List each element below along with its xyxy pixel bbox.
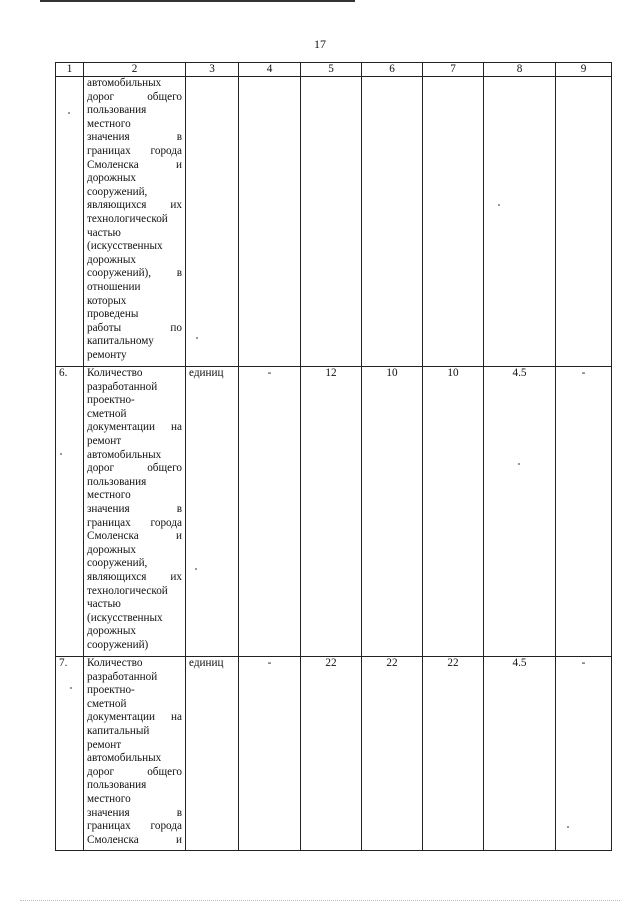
- header-cell: 5: [301, 63, 362, 77]
- description-line: являющихся их: [87, 570, 182, 583]
- data-table: [55, 62, 612, 851]
- description-line: местного: [87, 792, 131, 805]
- table-row: [56, 77, 612, 367]
- row-value: -: [556, 657, 612, 851]
- row-value: -: [239, 367, 301, 657]
- description-line: сметной: [87, 697, 127, 710]
- description-line: технологической: [87, 212, 168, 225]
- description-line: значения в: [87, 131, 182, 144]
- description-line: Количество: [87, 367, 143, 379]
- header-cell: 1: [56, 63, 84, 77]
- row-unit: единиц: [186, 367, 239, 657]
- row-value: 10: [423, 367, 484, 657]
- row-value: 12: [301, 367, 362, 657]
- row-number: [56, 77, 84, 367]
- description-line: пользования: [87, 475, 147, 488]
- description-line: ремонт: [87, 738, 122, 751]
- description-line: проектно-: [87, 684, 135, 697]
- scan-speck: [567, 826, 569, 828]
- row-unit: [186, 77, 239, 367]
- description-line: пользования: [87, 104, 147, 117]
- scan-speck: [195, 568, 197, 570]
- row-value: 22: [301, 657, 362, 851]
- description-line: Смоленска и: [87, 158, 182, 171]
- description-line: значения в: [87, 806, 182, 819]
- row-value: 10: [362, 367, 423, 657]
- row-value: 22: [423, 657, 484, 851]
- header-cell: 3: [186, 63, 239, 77]
- table-row: [56, 657, 612, 851]
- description-line: местного: [87, 489, 131, 502]
- row-value: 22: [362, 657, 423, 851]
- description-line: ремонт: [87, 434, 122, 447]
- description-line: дорог общего: [87, 90, 182, 103]
- row-value: 4.5: [484, 367, 556, 657]
- description-line: дорог общего: [87, 462, 182, 475]
- description-line: разработанной: [87, 380, 158, 393]
- header-cell: 9: [556, 63, 612, 77]
- row-description: [84, 367, 186, 657]
- description-line: дорог общего: [87, 765, 182, 778]
- scan-speck: [70, 687, 72, 689]
- top-rule: [40, 0, 355, 2]
- description-line: капитальный: [87, 724, 150, 737]
- scan-speck: [196, 337, 198, 339]
- row-number: 6.: [56, 367, 84, 657]
- bottom-scan-edge: [20, 898, 620, 901]
- description-line: Смоленска и: [87, 833, 182, 846]
- description-line: проектно-: [87, 394, 135, 407]
- description-line: ремонту: [87, 348, 127, 361]
- description-line: являющихся их: [87, 199, 182, 212]
- header-cell: 8: [484, 63, 556, 77]
- scan-speck: [60, 453, 62, 455]
- row-value: [301, 77, 362, 367]
- description-line: дорожных: [87, 253, 137, 266]
- description-line: (искусственных: [87, 611, 163, 624]
- description-line: работы по: [87, 321, 182, 334]
- row-value: [239, 77, 301, 367]
- description-line: отношении: [87, 280, 141, 293]
- header-cell: 2: [84, 63, 186, 77]
- row-value: [484, 77, 556, 367]
- description-line: автомобильных: [87, 752, 162, 765]
- header-cell: 4: [239, 63, 301, 77]
- description-line: пользования: [87, 779, 147, 792]
- row-value: 4.5: [484, 657, 556, 851]
- description-line: проведены: [87, 308, 139, 321]
- description-line: дорожных: [87, 625, 137, 638]
- description-line: частью: [87, 598, 121, 611]
- description-line: технологической: [87, 584, 168, 597]
- description-line: сооружений): [87, 638, 149, 651]
- scan-speck: [498, 204, 500, 206]
- description-line: сооружений), в: [87, 267, 182, 280]
- header-row: [56, 63, 612, 77]
- row-description: [84, 657, 186, 851]
- row-value: [362, 77, 423, 367]
- row-value: -: [556, 367, 612, 657]
- description-line: документации на: [87, 421, 182, 434]
- description-line: Количество: [87, 657, 143, 669]
- header-cell: 7: [423, 63, 484, 77]
- row-value: [556, 77, 612, 367]
- row-unit: единиц: [186, 657, 239, 851]
- row-value: -: [239, 657, 301, 851]
- description-line: автомобильных: [87, 77, 162, 89]
- description-line: границах города: [87, 820, 182, 833]
- description-line: границах города: [87, 516, 182, 529]
- description-line: сметной: [87, 407, 127, 420]
- description-line: сооружений,: [87, 185, 148, 198]
- description-line: разработанной: [87, 670, 158, 683]
- description-line: автомобильных: [87, 448, 162, 461]
- row-description: [84, 77, 186, 367]
- description-line: значения в: [87, 502, 182, 515]
- description-line: дорожных: [87, 543, 137, 556]
- row-value: [423, 77, 484, 367]
- description-line: границах города: [87, 144, 182, 157]
- description-line: дорожных: [87, 172, 137, 185]
- description-line: частью: [87, 226, 121, 239]
- description-line: которых: [87, 294, 127, 307]
- page-number: 17: [314, 37, 326, 51]
- description-line: (искусственных: [87, 240, 163, 253]
- description-line: Смоленска и: [87, 530, 182, 543]
- scan-speck: [68, 112, 70, 114]
- description-line: сооружений,: [87, 557, 148, 570]
- description-line: документации на: [87, 711, 182, 724]
- description-line: капитальному: [87, 335, 154, 348]
- scan-speck: [518, 463, 520, 465]
- description-line: местного: [87, 117, 131, 130]
- row-number: 7.: [56, 657, 84, 851]
- table-row: [56, 367, 612, 657]
- header-cell: 6: [362, 63, 423, 77]
